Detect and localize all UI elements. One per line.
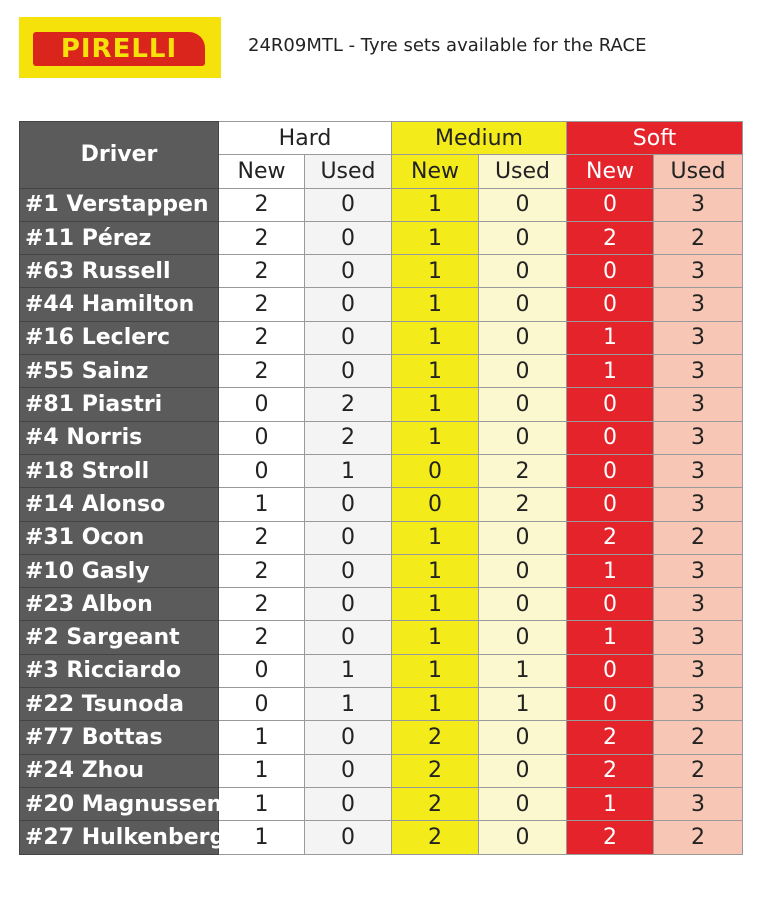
soft-new-cell: 0 [567, 255, 654, 288]
hard-new-cell: 0 [219, 388, 305, 421]
pirelli-logo-bar [33, 32, 205, 66]
soft-new-cell: 0 [567, 454, 654, 487]
hard-new-cell: 2 [219, 554, 305, 587]
table-row [20, 288, 743, 321]
driver-cell: #1 Verstappen [20, 188, 219, 221]
table-row [20, 221, 743, 254]
medium-used-cell: 0 [479, 621, 567, 654]
hard-new-cell: 0 [219, 421, 305, 454]
driver-cell: #24 Zhou [20, 754, 219, 787]
medium-used-cell: 0 [479, 554, 567, 587]
hard-used-cell: 2 [305, 388, 392, 421]
driver-cell: #31 Ocon [20, 521, 219, 554]
driver-cell: #11 Pérez [20, 221, 219, 254]
medium-new-header: New [392, 155, 479, 188]
soft-used-cell: 3 [654, 255, 743, 288]
medium-new-cell: 1 [392, 255, 479, 288]
medium-new-cell: 1 [392, 421, 479, 454]
hard-used-cell: 0 [305, 521, 392, 554]
table-row [20, 588, 743, 621]
table-row [20, 554, 743, 587]
medium-used-header: Used [479, 155, 567, 188]
hard-new-cell: 2 [219, 521, 305, 554]
soft-used-cell: 3 [654, 621, 743, 654]
medium-new-cell: 1 [392, 588, 479, 621]
hard-used-cell: 0 [305, 321, 392, 354]
driver-cell: #14 Alonso [20, 488, 219, 521]
soft-new-cell: 0 [567, 488, 654, 521]
pirelli-logo-text: PIRELLI [60, 34, 178, 64]
driver-header: Driver [20, 122, 219, 189]
hard-used-cell: 0 [305, 721, 392, 754]
soft-new-cell: 0 [567, 688, 654, 721]
hard-used-cell: 0 [305, 621, 392, 654]
hard-used-cell: 1 [305, 654, 392, 687]
hard-used-cell: 1 [305, 688, 392, 721]
soft-new-header: New [567, 155, 654, 188]
soft-new-cell: 0 [567, 588, 654, 621]
page-title: 24R09MTL - Tyre sets available for the RACE [248, 35, 647, 56]
hard-used-cell: 0 [305, 288, 392, 321]
hard-used-cell: 0 [305, 787, 392, 820]
hard-used-cell: 0 [305, 188, 392, 221]
soft-used-cell: 3 [654, 654, 743, 687]
hard-new-cell: 2 [219, 255, 305, 288]
hard-used-cell: 0 [305, 554, 392, 587]
hard-used-cell: 0 [305, 355, 392, 388]
medium-new-cell: 1 [392, 554, 479, 587]
hard-new-cell: 2 [219, 221, 305, 254]
driver-cell: #10 Gasly [20, 554, 219, 587]
table-row [20, 821, 743, 854]
soft-new-cell: 1 [567, 355, 654, 388]
hard-used-cell: 1 [305, 454, 392, 487]
medium-used-cell: 2 [479, 488, 567, 521]
medium-used-cell: 0 [479, 188, 567, 221]
hard-new-cell: 2 [219, 288, 305, 321]
medium-used-cell: 0 [479, 754, 567, 787]
medium-used-cell: 1 [479, 688, 567, 721]
hard-used-cell: 0 [305, 255, 392, 288]
medium-used-cell: 0 [479, 221, 567, 254]
table-row [20, 388, 743, 421]
soft-used-cell: 2 [654, 754, 743, 787]
driver-cell: #20 Magnussen [20, 787, 219, 820]
soft-new-cell: 2 [567, 721, 654, 754]
soft-used-cell: 2 [654, 721, 743, 754]
hard-used-cell: 0 [305, 588, 392, 621]
driver-cell: #23 Albon [20, 588, 219, 621]
medium-used-cell: 0 [479, 521, 567, 554]
hard-used-cell: 0 [305, 821, 392, 854]
medium-used-cell: 0 [479, 321, 567, 354]
hard-new-cell: 0 [219, 688, 305, 721]
soft-new-cell: 2 [567, 521, 654, 554]
soft-used-cell: 3 [654, 688, 743, 721]
hard-new-cell: 1 [219, 754, 305, 787]
hard-new-cell: 2 [219, 321, 305, 354]
soft-header: Soft [567, 122, 743, 155]
driver-cell: #22 Tsunoda [20, 688, 219, 721]
medium-new-cell: 1 [392, 688, 479, 721]
soft-new-cell: 1 [567, 321, 654, 354]
table-row [20, 721, 743, 754]
hard-used-cell: 0 [305, 221, 392, 254]
soft-used-cell: 3 [654, 421, 743, 454]
soft-new-cell: 0 [567, 388, 654, 421]
soft-used-cell: 3 [654, 588, 743, 621]
soft-used-cell: 3 [654, 787, 743, 820]
medium-used-cell: 0 [479, 821, 567, 854]
soft-new-cell: 1 [567, 621, 654, 654]
hard-new-cell: 1 [219, 721, 305, 754]
driver-cell: #44 Hamilton [20, 288, 219, 321]
medium-used-cell: 1 [479, 654, 567, 687]
soft-new-cell: 1 [567, 554, 654, 587]
table-row [20, 188, 743, 221]
medium-new-cell: 2 [392, 754, 479, 787]
medium-used-cell: 0 [479, 588, 567, 621]
driver-cell: #63 Russell [20, 255, 219, 288]
medium-used-cell: 0 [479, 388, 567, 421]
table-row [20, 488, 743, 521]
soft-used-cell: 2 [654, 521, 743, 554]
soft-new-cell: 0 [567, 288, 654, 321]
soft-used-cell: 3 [654, 288, 743, 321]
medium-new-cell: 1 [392, 654, 479, 687]
medium-new-cell: 1 [392, 388, 479, 421]
table-row [20, 355, 743, 388]
hard-new-cell: 1 [219, 787, 305, 820]
hard-new-cell: 1 [219, 488, 305, 521]
driver-cell: #77 Bottas [20, 721, 219, 754]
soft-used-cell: 3 [654, 554, 743, 587]
medium-header: Medium [392, 122, 567, 155]
medium-new-cell: 1 [392, 521, 479, 554]
table-row [20, 688, 743, 721]
table-row [20, 421, 743, 454]
soft-used-header: Used [654, 155, 743, 188]
medium-used-cell: 0 [479, 288, 567, 321]
soft-new-cell: 0 [567, 421, 654, 454]
medium-new-cell: 1 [392, 188, 479, 221]
medium-new-cell: 1 [392, 355, 479, 388]
hard-used-cell: 2 [305, 421, 392, 454]
medium-new-cell: 2 [392, 721, 479, 754]
medium-new-cell: 2 [392, 787, 479, 820]
soft-new-cell: 2 [567, 221, 654, 254]
table-row [20, 654, 743, 687]
hard-header: Hard [219, 122, 392, 155]
hard-new-cell: 2 [219, 188, 305, 221]
medium-new-cell: 0 [392, 488, 479, 521]
medium-new-cell: 1 [392, 288, 479, 321]
driver-cell: #3 Ricciardo [20, 654, 219, 687]
medium-used-cell: 0 [479, 421, 567, 454]
hard-new-cell: 2 [219, 355, 305, 388]
hard-new-cell: 1 [219, 821, 305, 854]
driver-cell: #4 Norris [20, 421, 219, 454]
soft-used-cell: 3 [654, 188, 743, 221]
hard-new-cell: 2 [219, 588, 305, 621]
medium-used-cell: 0 [479, 721, 567, 754]
soft-used-cell: 3 [654, 355, 743, 388]
table-row [20, 754, 743, 787]
soft-new-cell: 0 [567, 188, 654, 221]
hard-new-header: New [219, 155, 305, 188]
tyre-sets-table [19, 121, 743, 855]
table-row [20, 454, 743, 487]
driver-cell: #16 Leclerc [20, 321, 219, 354]
driver-cell: #55 Sainz [20, 355, 219, 388]
medium-new-cell: 0 [392, 454, 479, 487]
soft-used-cell: 3 [654, 388, 743, 421]
hard-used-header: Used [305, 155, 392, 188]
table-row [20, 787, 743, 820]
table-row [20, 621, 743, 654]
table-row [20, 255, 743, 288]
driver-cell: #18 Stroll [20, 454, 219, 487]
medium-new-cell: 1 [392, 221, 479, 254]
medium-new-cell: 1 [392, 621, 479, 654]
soft-used-cell: 2 [654, 821, 743, 854]
soft-used-cell: 3 [654, 488, 743, 521]
medium-used-cell: 0 [479, 787, 567, 820]
driver-cell: #27 Hulkenberg [20, 821, 219, 854]
hard-used-cell: 0 [305, 754, 392, 787]
soft-new-cell: 1 [567, 787, 654, 820]
driver-cell: #2 Sargeant [20, 621, 219, 654]
soft-used-cell: 3 [654, 321, 743, 354]
soft-new-cell: 2 [567, 821, 654, 854]
medium-used-cell: 2 [479, 454, 567, 487]
table-row [20, 521, 743, 554]
hard-used-cell: 0 [305, 488, 392, 521]
medium-used-cell: 0 [479, 255, 567, 288]
soft-used-cell: 3 [654, 454, 743, 487]
table-body [20, 188, 743, 854]
medium-new-cell: 1 [392, 321, 479, 354]
medium-used-cell: 0 [479, 355, 567, 388]
hard-new-cell: 2 [219, 621, 305, 654]
medium-new-cell: 2 [392, 821, 479, 854]
soft-new-cell: 2 [567, 754, 654, 787]
soft-used-cell: 2 [654, 221, 743, 254]
table-row [20, 321, 743, 354]
hard-new-cell: 0 [219, 654, 305, 687]
soft-new-cell: 0 [567, 654, 654, 687]
pirelli-logo [19, 17, 221, 78]
driver-cell: #81 Piastri [20, 388, 219, 421]
hard-new-cell: 0 [219, 454, 305, 487]
